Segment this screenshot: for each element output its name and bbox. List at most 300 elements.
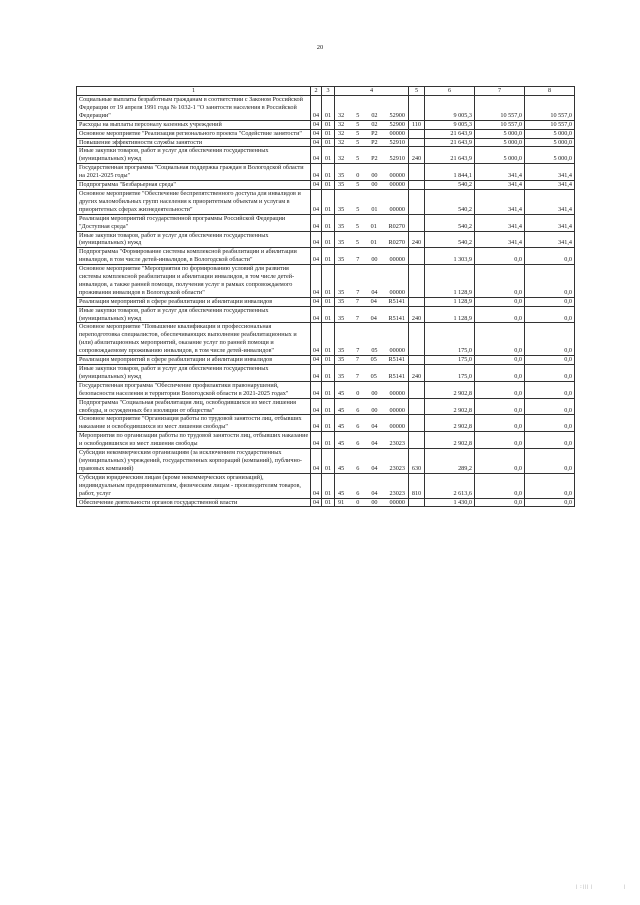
row-section-code: 04 — [311, 248, 322, 265]
row-section-code: 04 — [311, 381, 322, 398]
target-code-part: R5141 — [388, 314, 405, 322]
target-code-parts — [336, 223, 407, 231]
row-name: Основное мероприятие "Реализация регионального проекта "Содействие занятости" — [77, 129, 311, 138]
row-subsection-code: 01 — [322, 164, 335, 181]
row-amount-3: 5 000,0 — [525, 138, 575, 147]
row-amount-3: 0,0 — [525, 398, 575, 415]
row-expense-type — [409, 164, 425, 181]
target-code-parts — [336, 499, 407, 507]
row-name: Обеспечение деятельности органов государственной власти — [77, 498, 311, 507]
target-code-part: 0 — [356, 172, 360, 180]
row-amount-2: 0,0 — [475, 365, 525, 382]
target-code-part: 32 — [338, 120, 345, 128]
row-amount-3: 0,0 — [525, 297, 575, 306]
row-subsection-code: 01 — [322, 365, 335, 382]
row-amount-3: 0,0 — [525, 473, 575, 498]
header-cell: 5 — [409, 87, 425, 96]
row-amount-3: 5 000,0 — [525, 147, 575, 164]
target-code-part: 7 — [356, 288, 360, 296]
target-code-part: Р2 — [371, 129, 378, 137]
target-code-part: 5 — [356, 205, 360, 213]
row-expense-type — [409, 498, 425, 507]
target-code-part: 05 — [370, 372, 377, 380]
target-code-part: 32 — [338, 138, 345, 146]
target-code-part: 04 — [371, 440, 378, 448]
target-code-parts — [336, 172, 407, 180]
target-code-part: 02 — [371, 111, 378, 119]
target-code-part: 35 — [338, 356, 345, 364]
target-code-part: 35 — [338, 314, 345, 322]
row-target-code — [335, 181, 409, 190]
row-amount-2: 341,4 — [475, 181, 525, 190]
target-code-part: 00000 — [389, 389, 405, 397]
row-amount-2: 10 557,0 — [475, 120, 525, 129]
target-code-part: 04 — [370, 314, 377, 322]
row-expense-type: 240 — [409, 306, 425, 323]
row-amount-2: 0,0 — [475, 398, 525, 415]
target-code-parts — [336, 139, 407, 147]
target-code-parts — [336, 356, 407, 364]
row-expense-type: 110 — [409, 120, 425, 129]
target-code-parts — [336, 112, 407, 120]
row-expense-type — [409, 323, 425, 356]
row-name: Иные закупки товаров, работ и услуг для обеспечения государственных (муниципальных) нужд — [77, 365, 311, 382]
row-section-code: 04 — [311, 189, 322, 214]
row-amount-2: 5 000,0 — [475, 138, 525, 147]
row-name: Реализация мероприятий в сфере реабилитации и абилитации инвалидов — [77, 297, 311, 306]
table-row — [77, 356, 575, 365]
row-amount-1: 2 902,8 — [425, 415, 475, 432]
row-amount-3: 0,0 — [525, 356, 575, 365]
row-subsection-code: 01 — [322, 129, 335, 138]
row-name: Повышение эффективности службы занятости — [77, 138, 311, 147]
target-code-part: 00000 — [389, 288, 405, 296]
row-amount-1: 2 902,8 — [425, 381, 475, 398]
target-code-part: 00000 — [389, 256, 405, 264]
target-code-parts — [336, 490, 407, 498]
row-target-code — [335, 189, 409, 214]
target-code-parts — [336, 347, 407, 355]
target-code-part: 35 — [338, 239, 345, 247]
target-code-part: 01 — [371, 205, 378, 213]
row-target-code — [335, 147, 409, 164]
row-target-code — [335, 365, 409, 382]
table-row — [77, 449, 575, 474]
row-section-code: 04 — [311, 231, 322, 248]
row-target-code — [335, 415, 409, 432]
page-number: 20 — [316, 44, 324, 51]
target-code-part: 35 — [338, 297, 345, 305]
target-code-parts — [336, 407, 407, 415]
row-name: Иные закупки товаров, работ и услуг для обеспечения государственных (муниципальных) нужд — [77, 231, 311, 248]
row-section-code: 04 — [311, 147, 322, 164]
target-code-part: 45 — [338, 423, 345, 431]
target-code-part: 00 — [371, 256, 378, 264]
row-expense-type — [409, 214, 425, 231]
row-target-code — [335, 265, 409, 298]
row-amount-3: 0,0 — [525, 449, 575, 474]
target-code-part: 45 — [338, 489, 345, 497]
row-name: Расходы на выплаты персоналу казенных учреждений — [77, 120, 311, 129]
row-subsection-code: 01 — [322, 356, 335, 365]
row-subsection-code: 01 — [322, 138, 335, 147]
row-subsection-code: 01 — [322, 265, 335, 298]
row-expense-type: 810 — [409, 473, 425, 498]
target-code-part: 23023 — [389, 464, 405, 472]
target-code-part: 00000 — [389, 406, 405, 414]
row-expense-type — [409, 381, 425, 398]
row-section-code: 04 — [311, 164, 322, 181]
target-code-part: 00000 — [389, 498, 405, 506]
header-cell: 7 — [475, 87, 525, 96]
row-name: Иные закупки товаров, работ и услуг для обеспечения государственных (муниципальных) нужд — [77, 306, 311, 323]
row-target-code — [335, 129, 409, 138]
row-expense-type: 630 — [409, 449, 425, 474]
target-code-part: 35 — [338, 347, 345, 355]
row-name: Государственная программа "Обеспечение профилактики правонарушений, безопасности населения и территории Вологодской области в 2021-2025 годах" — [77, 381, 311, 398]
row-subsection-code: 01 — [322, 231, 335, 248]
target-code-part: 52900 — [389, 120, 405, 128]
target-code-part: 05 — [370, 356, 377, 364]
row-amount-1: 2 902,8 — [425, 398, 475, 415]
target-code-part: 00000 — [389, 172, 405, 180]
target-code-part: 04 — [371, 464, 378, 472]
row-section-code: 04 — [311, 120, 322, 129]
target-code-part: 00 — [371, 498, 378, 506]
row-name: Основное мероприятие "Организация работы по трудовой занятости лиц, отбывших наказание и освободившихся из мест лишения свободы" — [77, 415, 311, 432]
target-code-part: 6 — [356, 423, 360, 431]
budget-table — [76, 86, 575, 507]
row-section-code: 04 — [311, 297, 322, 306]
row-amount-2: 0,0 — [475, 473, 525, 498]
row-name: Субсидии некоммерческим организациям (за исключением государственных (муниципальных) учреждений, государственных корпораций (компаний), публично-правовых компаний) — [77, 449, 311, 474]
target-code-part: 04 — [371, 288, 378, 296]
row-name: Мероприятия по организации работы по трудовой занятости лиц, отбывших наказание и освободившихся из мест лишения свободы — [77, 432, 311, 449]
target-code-part: 91 — [338, 498, 345, 506]
target-code-part: 32 — [338, 155, 345, 163]
row-amount-2: 0,0 — [475, 265, 525, 298]
target-code-parts — [336, 440, 407, 448]
target-code-part: 01 — [370, 222, 377, 230]
target-code-part: R5141 — [388, 372, 405, 380]
row-subsection-code: 01 — [322, 297, 335, 306]
target-code-part: 00 — [371, 389, 378, 397]
row-expense-type — [409, 432, 425, 449]
header-cell: 8 — [525, 87, 575, 96]
table-row — [77, 147, 575, 164]
target-code-part: 45 — [338, 406, 345, 414]
target-code-parts — [336, 130, 407, 138]
target-code-part: R0270 — [388, 222, 405, 230]
table-row — [77, 415, 575, 432]
target-code-part: R0270 — [388, 239, 405, 247]
row-amount-3: 341,4 — [525, 214, 575, 231]
row-expense-type: 240 — [409, 147, 425, 164]
target-code-part: 7 — [356, 347, 360, 355]
row-subsection-code: 01 — [322, 432, 335, 449]
target-code-parts — [336, 373, 407, 381]
target-code-part: 5 — [356, 129, 360, 137]
row-amount-3: 0,0 — [525, 381, 575, 398]
row-amount-1: 289,2 — [425, 449, 475, 474]
row-amount-2: 341,4 — [475, 231, 525, 248]
header-cell: 1 — [77, 87, 311, 96]
row-target-code — [335, 138, 409, 147]
target-code-part: 01 — [370, 239, 377, 247]
row-target-code — [335, 473, 409, 498]
row-amount-2: 5 000,0 — [475, 129, 525, 138]
row-section-code: 04 — [311, 498, 322, 507]
row-name: Иные закупки товаров, работ и услуг для обеспечения государственных (муниципальных) нужд — [77, 147, 311, 164]
table-row — [77, 214, 575, 231]
table-row — [77, 265, 575, 298]
table-row — [77, 248, 575, 265]
row-subsection-code: 01 — [322, 248, 335, 265]
target-code-part: 00 — [371, 406, 378, 414]
row-section-code: 04 — [311, 214, 322, 231]
row-target-code — [335, 498, 409, 507]
row-subsection-code: 01 — [322, 120, 335, 129]
target-code-parts — [336, 289, 407, 297]
target-code-part: 00000 — [389, 423, 405, 431]
row-name: Основное мероприятие "Мероприятия по формированию условий для развития системы комплексной реабилитации и абилитации инвалидов, в том числе детей-инвалидов, а также ранней помощи, получения услуг в рамках сопровождаемого проживания инвалидов в Вологодской области" — [77, 265, 311, 298]
target-code-part: 52900 — [389, 111, 405, 119]
row-expense-type: 240 — [409, 231, 425, 248]
table-row — [77, 189, 575, 214]
target-code-part: 00 — [371, 181, 378, 189]
target-code-parts — [336, 465, 407, 473]
row-target-code — [335, 297, 409, 306]
table-row — [77, 129, 575, 138]
row-name: Реализация мероприятий государственной программы Российской Федерации "Доступная среда" — [77, 214, 311, 231]
target-code-part: 45 — [338, 464, 345, 472]
row-target-code — [335, 231, 409, 248]
row-subsection-code: 01 — [322, 189, 335, 214]
row-expense-type — [409, 189, 425, 214]
row-amount-3: 0,0 — [525, 265, 575, 298]
table-row — [77, 498, 575, 507]
row-amount-1: 1 128,9 — [425, 306, 475, 323]
target-code-part: Р2 — [371, 138, 378, 146]
footer-mark: | :||| | — [576, 885, 593, 890]
target-code-part: Р2 — [371, 155, 378, 163]
row-amount-2: 341,4 — [475, 214, 525, 231]
target-code-part: 23023 — [389, 440, 405, 448]
target-code-part: 32 — [338, 129, 345, 137]
row-amount-3: 10 557,0 — [525, 120, 575, 129]
target-code-part: 0 — [356, 498, 360, 506]
row-target-code — [335, 432, 409, 449]
target-code-part: 7 — [355, 372, 359, 380]
row-target-code — [335, 248, 409, 265]
row-target-code — [335, 323, 409, 356]
row-amount-1: 2 902,8 — [425, 432, 475, 449]
target-code-parts — [336, 298, 407, 306]
target-code-part: 00000 — [389, 205, 405, 213]
row-amount-3: 341,4 — [525, 231, 575, 248]
target-code-part: 5 — [356, 155, 360, 163]
row-amount-3: 341,4 — [525, 181, 575, 190]
target-code-part: 5 — [356, 120, 360, 128]
target-code-parts — [336, 206, 407, 214]
row-section-code: 04 — [311, 365, 322, 382]
row-amount-2: 10 557,0 — [475, 96, 525, 121]
target-code-parts — [336, 256, 407, 264]
row-amount-3: 0,0 — [525, 365, 575, 382]
header-cell: 3 — [322, 87, 335, 96]
row-section-code: 04 — [311, 398, 322, 415]
row-expense-type — [409, 129, 425, 138]
target-code-part: 6 — [356, 489, 360, 497]
row-amount-1: 21 643,9 — [425, 138, 475, 147]
table-row — [77, 297, 575, 306]
table-row — [77, 323, 575, 356]
target-code-part: 6 — [356, 440, 360, 448]
row-section-code: 04 — [311, 473, 322, 498]
row-amount-1: 540,2 — [425, 214, 475, 231]
target-code-part: 6 — [356, 464, 360, 472]
row-target-code — [335, 356, 409, 365]
target-code-part: 7 — [355, 297, 359, 305]
target-code-part: 35 — [338, 288, 345, 296]
row-expense-type — [409, 415, 425, 432]
row-amount-1: 2 613,6 — [425, 473, 475, 498]
target-code-part: 35 — [338, 222, 345, 230]
row-expense-type — [409, 181, 425, 190]
target-code-part: 0 — [356, 389, 360, 397]
row-expense-type — [409, 265, 425, 298]
row-amount-3: 0,0 — [525, 415, 575, 432]
row-amount-3: 0,0 — [525, 498, 575, 507]
table-row — [77, 432, 575, 449]
row-section-code: 04 — [311, 306, 322, 323]
row-amount-1: 21 643,9 — [425, 129, 475, 138]
row-amount-3: 0,0 — [525, 248, 575, 265]
row-amount-1: 540,2 — [425, 231, 475, 248]
target-code-part: 7 — [355, 356, 359, 364]
target-code-part: 35 — [338, 181, 345, 189]
target-code-part: 02 — [371, 120, 378, 128]
row-name: Социальные выплаты безработным гражданам в соответствии с Законом Российской Федерации от 19 апреля 1991 года № 1032-1 "О занятости населения в Российской Федерации" — [77, 96, 311, 121]
row-amount-1: 175,0 — [425, 356, 475, 365]
table-row — [77, 181, 575, 190]
row-amount-2: 5 000,0 — [475, 147, 525, 164]
target-code-parts — [336, 239, 407, 247]
row-name: Подпрограмма "Безбарьерная среда" — [77, 181, 311, 190]
target-code-part: 04 — [370, 297, 377, 305]
footer-mark-right: | — [624, 885, 626, 890]
row-target-code — [335, 449, 409, 474]
target-code-part: 35 — [338, 172, 345, 180]
table-row — [77, 96, 575, 121]
row-target-code — [335, 381, 409, 398]
table-row — [77, 398, 575, 415]
row-target-code — [335, 164, 409, 181]
row-target-code — [335, 120, 409, 129]
row-section-code: 04 — [311, 432, 322, 449]
row-expense-type — [409, 138, 425, 147]
table-row — [77, 120, 575, 129]
row-subsection-code: 01 — [322, 473, 335, 498]
row-section-code: 04 — [311, 415, 322, 432]
row-amount-1: 540,2 — [425, 181, 475, 190]
target-code-part: 05 — [371, 347, 378, 355]
row-subsection-code: 01 — [322, 398, 335, 415]
target-code-part: 04 — [371, 423, 378, 431]
row-amount-2: 341,4 — [475, 164, 525, 181]
row-expense-type: 240 — [409, 365, 425, 382]
header-cell: 4 — [335, 87, 409, 96]
target-code-part: 35 — [338, 205, 345, 213]
table-header-row — [77, 87, 575, 96]
row-section-code: 04 — [311, 449, 322, 474]
row-amount-1: 175,0 — [425, 365, 475, 382]
target-code-parts — [336, 121, 407, 129]
row-amount-1: 1 430,0 — [425, 498, 475, 507]
table-row — [77, 164, 575, 181]
row-amount-2: 0,0 — [475, 381, 525, 398]
row-subsection-code: 01 — [322, 181, 335, 190]
row-section-code: 04 — [311, 356, 322, 365]
table-row — [77, 138, 575, 147]
row-name: Основное мероприятие "Повышение квалификации и профессиональная переподготовка специалистов, обеспечивающих выполнение реабилитационных и (или) абилитационных мероприятий, оказание услуг по ранней помощи и сопровождаемому проживанию инвалидов, в том числе детей-инвалидов" — [77, 323, 311, 356]
row-amount-2: 0,0 — [475, 449, 525, 474]
target-code-part: 7 — [356, 256, 360, 264]
row-amount-1: 1 844,1 — [425, 164, 475, 181]
row-target-code — [335, 306, 409, 323]
target-code-part: 5 — [355, 222, 359, 230]
row-amount-1: 540,2 — [425, 189, 475, 214]
target-code-part: 52910 — [389, 138, 405, 146]
row-amount-1: 1 128,9 — [425, 265, 475, 298]
target-code-part: 00 — [371, 172, 378, 180]
row-section-code: 04 — [311, 96, 322, 121]
row-amount-3: 0,0 — [525, 323, 575, 356]
row-amount-3: 341,4 — [525, 189, 575, 214]
row-subsection-code: 01 — [322, 147, 335, 164]
row-expense-type — [409, 398, 425, 415]
table-body — [77, 96, 575, 507]
table-row — [77, 473, 575, 498]
target-code-part: 00000 — [389, 129, 405, 137]
row-section-code: 04 — [311, 138, 322, 147]
row-subsection-code: 01 — [322, 381, 335, 398]
target-code-part: 5 — [356, 181, 360, 189]
row-amount-1: 1 128,9 — [425, 297, 475, 306]
header-cell: 2 — [311, 87, 322, 96]
row-amount-2: 0,0 — [475, 323, 525, 356]
target-code-part: 5 — [356, 138, 360, 146]
row-target-code — [335, 96, 409, 121]
target-code-part: 35 — [338, 256, 345, 264]
target-code-part: 00000 — [389, 181, 405, 189]
table-row — [77, 231, 575, 248]
row-amount-2: 0,0 — [475, 297, 525, 306]
table-row — [77, 365, 575, 382]
row-name: Реализация мероприятий в сфере реабилитации и абилитации инвалидов — [77, 356, 311, 365]
row-amount-3: 341,4 — [525, 164, 575, 181]
row-expense-type — [409, 96, 425, 121]
header-cell: 6 — [425, 87, 475, 96]
row-amount-1: 175,0 — [425, 323, 475, 356]
row-amount-2: 0,0 — [475, 432, 525, 449]
target-code-part: 00000 — [389, 347, 405, 355]
table-row — [77, 306, 575, 323]
target-code-part: 45 — [338, 440, 345, 448]
row-amount-2: 0,0 — [475, 498, 525, 507]
target-code-part: 32 — [338, 111, 345, 119]
row-target-code — [335, 214, 409, 231]
